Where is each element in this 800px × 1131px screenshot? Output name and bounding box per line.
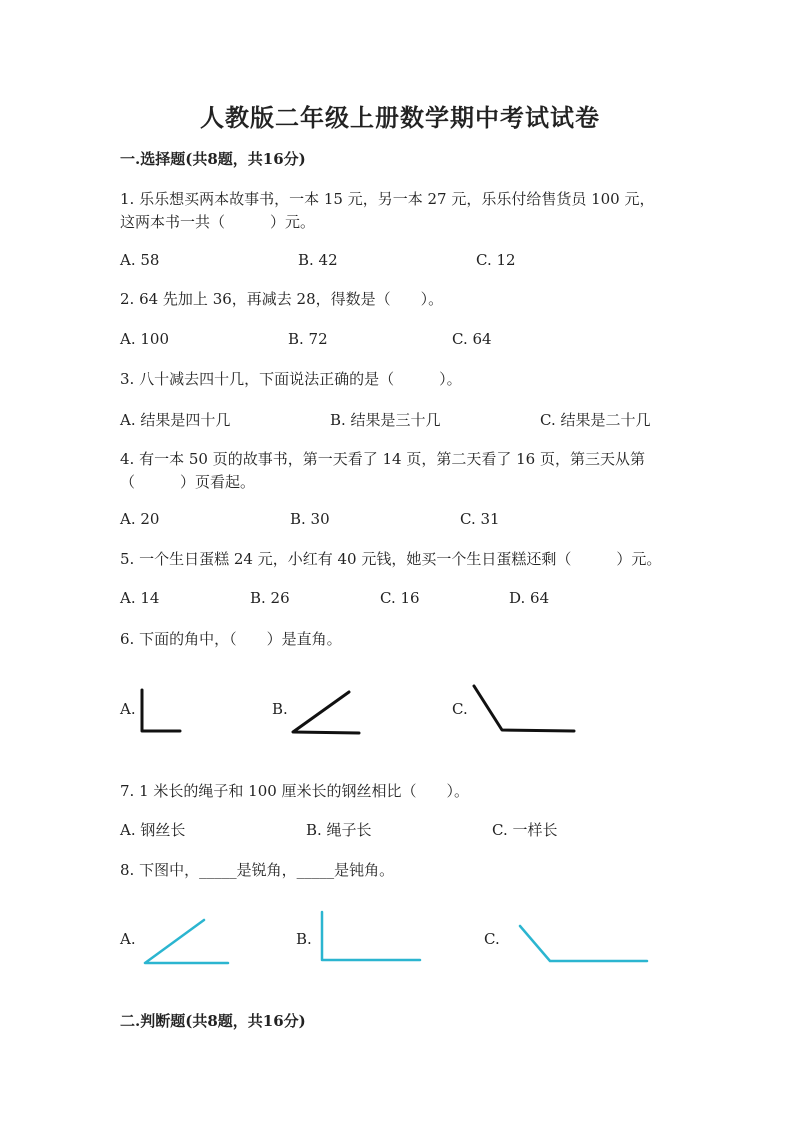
question-7-text: 7. 1 米长的绳子和 100 厘米长的钢丝相比（ ）。 [120, 782, 470, 800]
question-8-text: 8. 下图中，_____是锐角，_____是钝角。 [120, 861, 395, 879]
question-4-option-b: B. 30 [290, 510, 330, 528]
section-heading-judgement: 二.判断题(共8题，共16分) [120, 1012, 306, 1030]
section-heading-choice: 一.选择题(共8题，共16分) [120, 150, 306, 168]
question-4-option-a: A. 20 [120, 510, 160, 528]
question-8-label-a: A. [120, 930, 136, 948]
question-5-option-d: D. 64 [509, 589, 550, 607]
question-1-line-2: 这两本书一共（ ）元。 [120, 213, 316, 231]
question-2-option-b: B. 72 [288, 330, 328, 348]
question-5-option-a: A. 14 [120, 589, 160, 607]
question-6-label-a: A. [120, 700, 136, 718]
question-5-text: 5. 一个生日蛋糕 24 元，小红有 40 元钱，她买一个生日蛋糕还剩（ ）元。 [120, 550, 662, 568]
question-4-line-2: （ ）页看起。 [120, 473, 256, 491]
question-8-label-c: C. [484, 930, 500, 948]
question-5-option-b: B. 26 [250, 589, 290, 607]
question-2-text: 2. 64 先加上 36，再减去 28，得数是（ ）。 [120, 290, 444, 308]
question-3-option-a: A. 结果是四十几 [120, 411, 231, 429]
page-title: 人教版二年级上册数学期中考试试卷 [200, 103, 600, 132]
question-4-line-1: 4. 有一本 50 页的故事书，第一天看了 14 页，第二天看了 16 页，第三天从第 [120, 450, 645, 468]
question-2-option-c: C. 64 [452, 330, 492, 348]
question-2-option-a: A. 100 [120, 330, 169, 348]
question-5-option-c: C. 16 [380, 589, 420, 607]
question-3-option-c: C. 结果是二十几 [540, 411, 651, 429]
question-1-option-b: B. 42 [298, 251, 338, 269]
obtuse-angle-c [520, 926, 647, 961]
question-1-option-c: C. 12 [476, 251, 516, 269]
question-1-line-1: 1. 乐乐想买两本故事书，一本 15 元，另一本 27 元，乐乐付给售货员 100 元， [120, 190, 655, 208]
question-6-text: 6. 下面的角中，（ ）是直角。 [120, 630, 342, 648]
question-4-option-c: C. 31 [460, 510, 500, 528]
question-1-option-a: A. 58 [120, 251, 160, 269]
question-7-option-a: A. 钢丝长 [120, 821, 186, 839]
question-6-label-c: C. [452, 700, 468, 718]
question-8-label-b: B. [296, 930, 312, 948]
question-7-option-b: B. 绳子长 [306, 821, 372, 839]
question-7-option-c: C. 一样长 [492, 821, 558, 839]
question-3-option-b: B. 结果是三十几 [330, 411, 441, 429]
question-3-text: 3. 八十减去四十几，下面说法正确的是（ ）。 [120, 370, 462, 388]
question-6-label-b: B. [272, 700, 288, 718]
